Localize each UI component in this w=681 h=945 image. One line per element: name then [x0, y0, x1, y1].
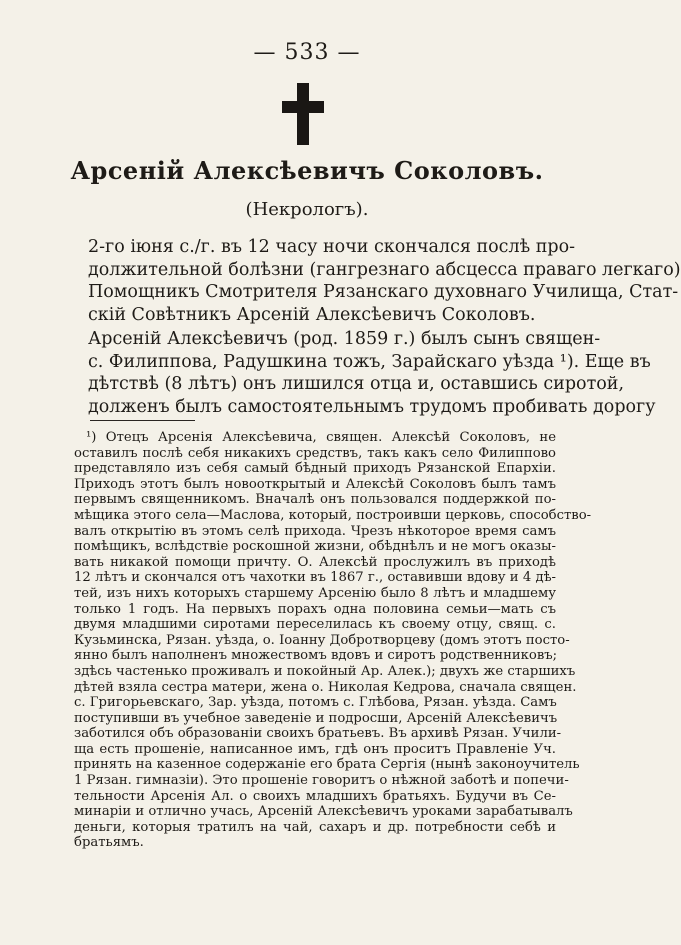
footnote-line: янно былъ наполненъ множествомъ вдовъ и сиротъ родственниковъ; [74, 648, 558, 664]
text-line: Помощникъ Смотрителя Рязанскаго духовнаго Училища, Стат- [88, 282, 679, 302]
text-line: скій Совѣтникъ Арсеній Алексѣевичъ Соколовъ. [88, 304, 536, 325]
cross-icon [282, 83, 324, 145]
text-line: с. Филиппова, Радушкина тожъ, Зарайскаго уѣзда ¹). Еще въ [88, 351, 651, 372]
footnote-line: принять на казенное содержаніе его брата Сергія (нынѣ законоучитель [74, 757, 580, 773]
footnote-line: только 1 годъ. На первыхъ порахъ одна половина семьи—мать съ [74, 601, 556, 617]
footnote-line: братьямъ. [74, 835, 144, 851]
footnote-line: деньги, которыя тратилъ на чай, сахаръ и др. потребности себѣ и [74, 819, 556, 835]
text-line: Арсеній Алексѣевичъ (род. 1859 г.) былъ сынъ священ- [88, 329, 601, 349]
footnote-line: первымъ священникомъ. Вначалѣ онъ пользовался поддержкой по- [74, 492, 556, 508]
footnote-line: вать никакой помощи причту. О. Алексѣй прослужилъ въ приходѣ [74, 554, 556, 570]
footnote-line: ¹) Отецъ Арсенія Алексѣевича, священ. Алексѣй Соколовъ, не [86, 430, 556, 445]
footnote-line: мѣщика этого села—Маслова, который, построивши церковь, способство- [74, 507, 592, 523]
footnote-line: заботился объ образованіи своихъ братьевъ. Въ архивѣ Рязан. Учили- [74, 726, 562, 742]
page-number: — 533 — [253, 40, 361, 65]
paragraph-2 [88, 328, 656, 418]
footnote-line: 1 Рязан. гимназіи). Это прошеніе говоритъ о нѣжной заботѣ и попечи- [74, 773, 569, 789]
footnote-line: помѣщикъ, вслѣдствіе роскошной жизни, обѣднѣлъ и не могъ оказы- [74, 539, 556, 555]
footnote [74, 430, 592, 851]
footnote-line: 12 лѣтъ и скончался отъ чахотки въ 1867 г., оставивши вдову и 4 дѣ- [74, 570, 556, 586]
footnote-line: дѣтей взяла сестра матери, жена о. Николая Кедрова, сначала священ. [74, 679, 577, 695]
obituary-title: Арсеній Алексѣевичъ Соколовъ. [70, 156, 544, 185]
footnote-line: двумя младшими сиротами переселилась къ своему отцу, свящ. с. [74, 617, 556, 633]
footnote-line: представляло изъ себя самый бѣдный приходъ Рязанской Епархіи. [74, 461, 556, 477]
footnote-line: ща есть прошеніе, написанное имъ, гдѣ онъ проситъ Правленіе Уч. [74, 741, 556, 757]
footnote-line: здѣсь частенько проживалъ и покойный Ар. Алек.); двухъ же старшихъ [74, 663, 576, 679]
body-text [88, 236, 681, 418]
footnote-line: оставилъ послѣ себя никакихъ средствъ, такъ какъ село Филиппово [74, 445, 556, 461]
text-line: должительной болѣзни (гангрезнаго абсцесса праваго легкаго) [88, 259, 681, 280]
footnote-line: поступивши въ учебное заведеніе и подросши, Арсеній Алексѣевичъ [74, 710, 558, 726]
paragraph-1 [88, 236, 681, 326]
footnote-line: Кузьминска, Рязан. уѣзда, о. Іоанну Добротворцеву (домъ этотъ посто- [74, 632, 570, 648]
footnote-line: тельности Арсенія Ал. о своихъ младшихъ братьяхъ. Будучи въ Се- [74, 788, 556, 804]
text-line: дѣтствѣ (8 лѣтъ) онъ лишился отца и, оставшись сиротой, [88, 374, 625, 394]
text-line: 2-го іюня с./г. въ 12 часу ночи скончался послѣ про- [88, 237, 576, 257]
footnote-line: тей, изъ нихъ которыхъ старшему Арсенію было 8 лѣтъ и младшему [74, 585, 556, 601]
footnote-line: минаріи и отлично учась, Арсеній Алексѣевичъ уроками зарабатывалъ [74, 804, 573, 820]
footnote-line: с. Григорьевскаго, Зар. уѣзда, потомъ с. Глѣбова, Рязан. уѣзда. Самъ [74, 695, 557, 711]
footnote-divider [90, 420, 195, 421]
text-line: долженъ былъ самостоятельнымъ трудомъ пробивать дорогу [88, 396, 656, 417]
footnote-line: валъ открытію въ этомъ селѣ прихода. Чрезъ нѣкоторое время самъ [74, 523, 556, 539]
obituary-subtitle: (Некрологъ). [245, 199, 369, 220]
footnote-line: Приходъ этотъ былъ новооткрытый и Алексѣй Соколовъ былъ тамъ [74, 476, 556, 492]
